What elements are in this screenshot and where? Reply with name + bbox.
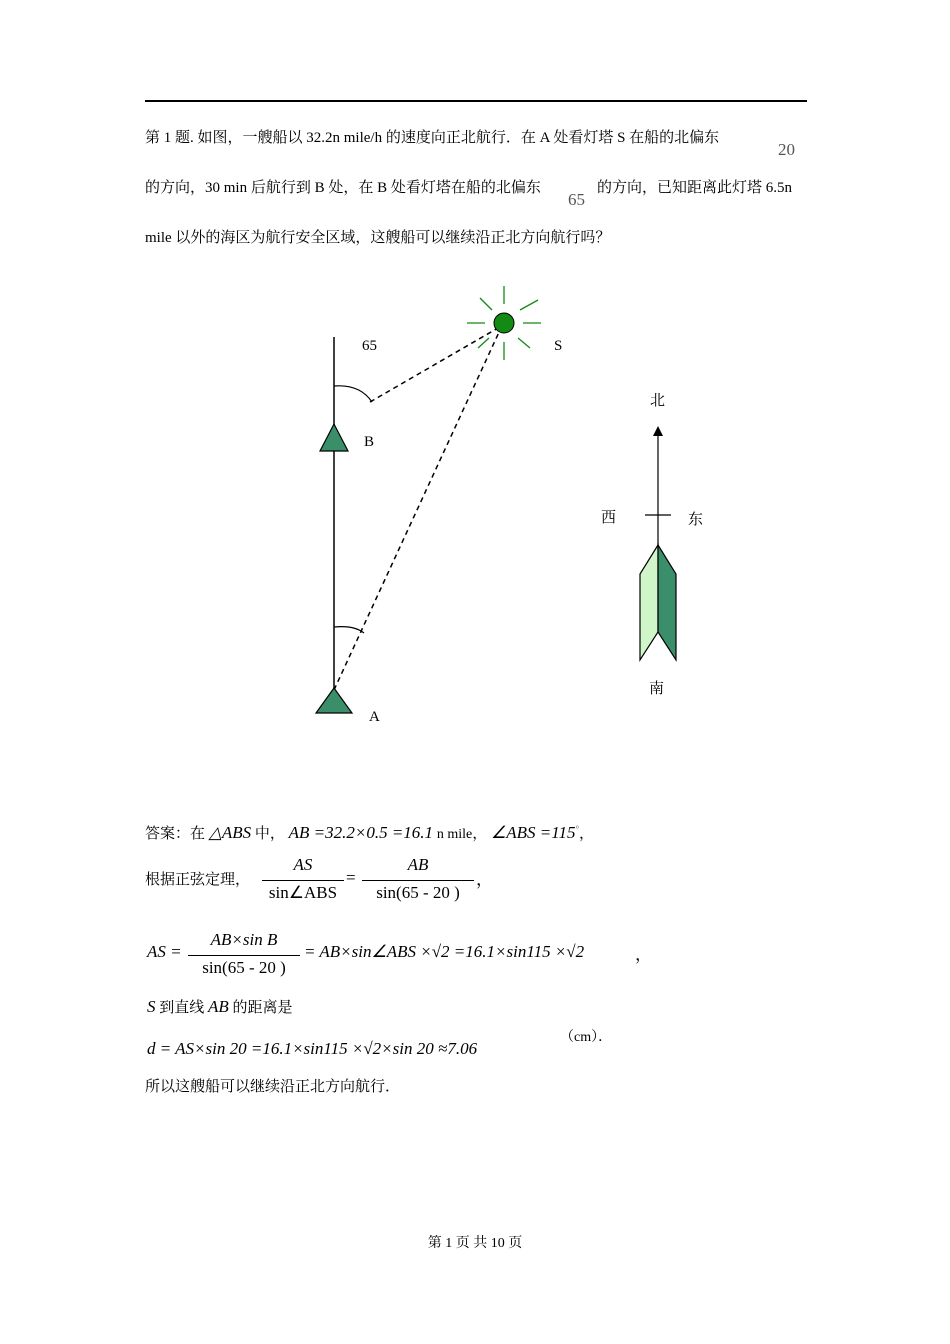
question-line-3: mile 以外的海区为航行安全区域，这艘船可以继续沿正北方向航行吗？ [145, 230, 611, 246]
triangle-abs: △ABS [208, 823, 252, 842]
equals-sign: = [346, 868, 356, 887]
label-b: B [364, 434, 375, 450]
fraction-2-denominator: sin(65 - 20 ) [376, 883, 460, 902]
question-line-2b: 的方向，已知距离此灯塔 6.5n [597, 180, 793, 196]
answer-line-1: 答案：在 △ABS 中， AB =32.2×0.5 =16.1 n mile， ∠ABS =115°， [145, 823, 595, 842]
fraction-3-bar [188, 955, 300, 956]
compass-east-label: 东 [688, 512, 704, 528]
compass-south-label: 南 [649, 681, 665, 697]
cm-unit: （cm）． [560, 1030, 613, 1045]
question-line-1: 第 1 题. 如图，一艘船以 32.2n mile/h 的速度向正北航行．在 A 处看灯塔 S 在船的北偏东 [145, 130, 720, 146]
sine-law-label: 根据正弦定理， [145, 872, 251, 888]
bs-dashed-line [370, 328, 498, 402]
page-footer: 第 1 页 共 10 页 [427, 1236, 523, 1251]
angle-arc-a [334, 627, 364, 633]
fraction-1-denominator: sin∠ABS [268, 883, 338, 902]
compass-north-label: 北 [650, 393, 666, 409]
ship-a-icon [316, 688, 352, 713]
line-ab: AB [208, 997, 229, 1016]
question-angle-65: 65 [568, 190, 585, 209]
navigation-figure [0, 270, 950, 740]
label-s: S [554, 338, 563, 354]
distance-equation: d = AS×sin 20 =16.1×sin115 ×√2×sin 20 ≈7.06 [147, 1039, 478, 1058]
comma: ， [476, 870, 493, 889]
header-rule [145, 100, 807, 102]
distance-is: 的距离是 [232, 1000, 293, 1016]
nmile-unit: n mile [436, 827, 473, 842]
distance-statement [147, 996, 293, 1017]
compass-icon [640, 426, 676, 660]
compass-west-label: 西 [601, 510, 617, 526]
answer-zhong: 中， [254, 826, 285, 842]
as-dashed-line [334, 330, 500, 690]
comma: ， [472, 826, 488, 842]
question-line-2a: 的方向，30 min 后航行到 B 处，在 B 处看灯塔在船的北偏东 [145, 180, 541, 196]
ship-b-icon [320, 424, 348, 451]
fraction-2-numerator: AB [407, 855, 429, 874]
question-angle-20: 20 [778, 140, 795, 159]
answer-prefix: 答案：在 [145, 826, 206, 842]
as-rhs: = AB×sin∠ABS ×√2 =16.1×sin115 ×√2 [304, 942, 585, 961]
comma: ， [635, 945, 652, 964]
label-a: A [369, 709, 380, 725]
angle-label-65: 65 [362, 338, 377, 354]
fraction-3-numerator: AB×sin B [210, 930, 278, 949]
comma: ， [579, 826, 595, 842]
fraction-1-numerator: AS [293, 855, 313, 874]
fraction-2-bar [362, 880, 474, 881]
fraction-1-bar [262, 880, 344, 881]
angle-arc-b [334, 386, 372, 402]
lighthouse-icon [467, 286, 541, 360]
distance-to-line: 到直线 [159, 1000, 205, 1016]
fraction-3-denominator: sin(65 - 20 ) [202, 958, 286, 977]
angle-abs-equation: ∠ABS =115 [490, 823, 576, 842]
conclusion: 所以这艘船可以继续沿正北方向航行． [145, 1079, 401, 1095]
ab-equation: AB =32.2×0.5 =16.1 [288, 823, 434, 842]
as-lhs: AS = [147, 942, 182, 961]
point-s: S [147, 997, 156, 1016]
